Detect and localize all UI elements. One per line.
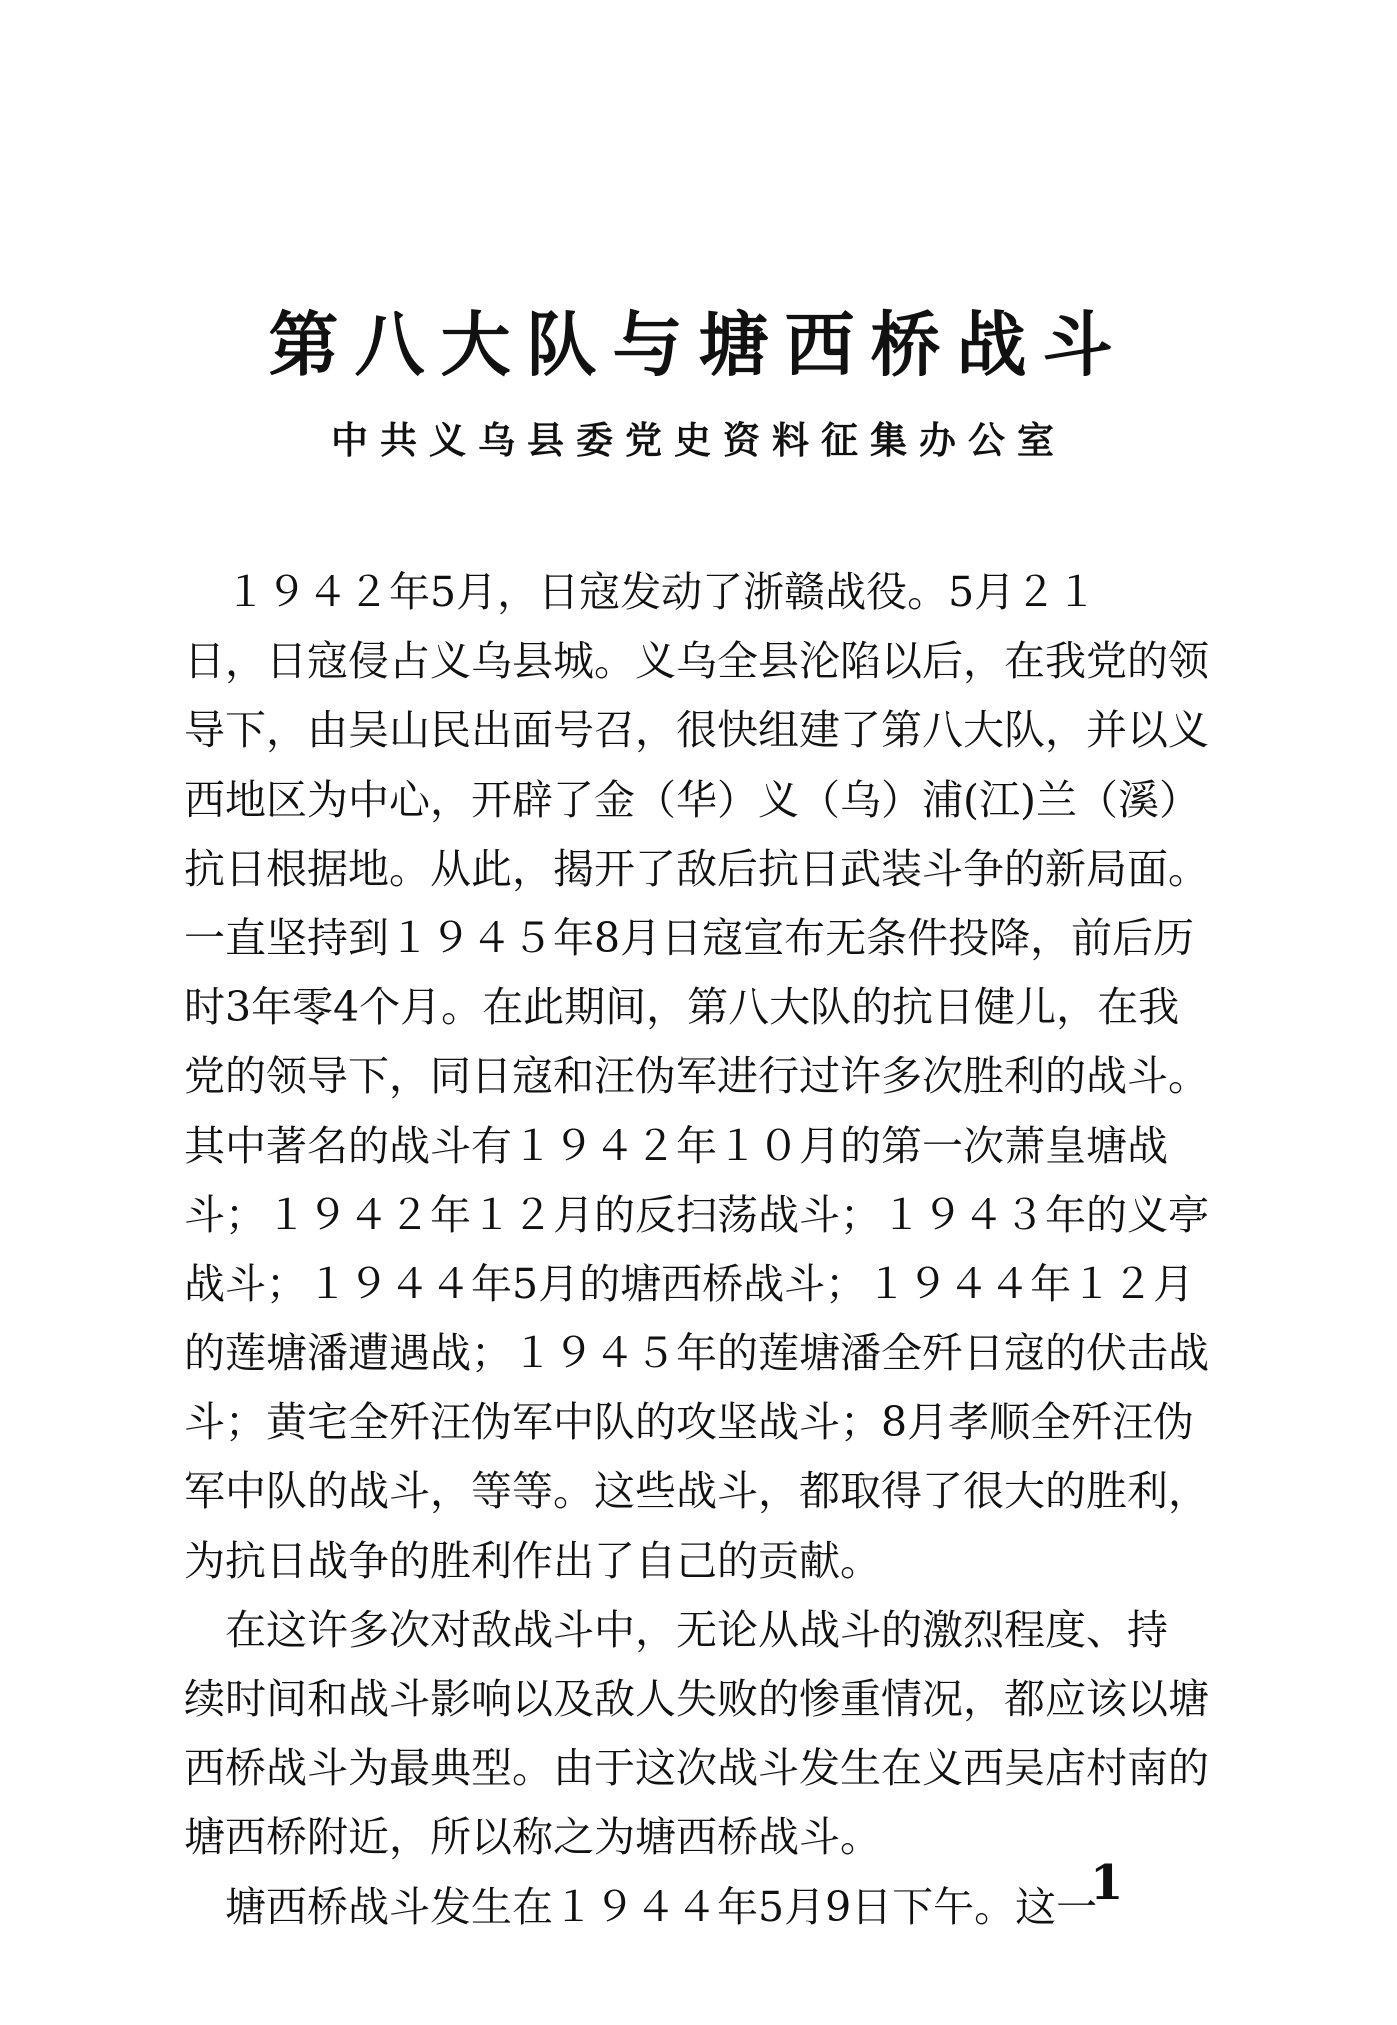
text-line: 导下，由吴山民出面号召，很快组建了第八大队，并以义 (184, 706, 1209, 755)
page-number: 1 (1090, 1855, 1124, 1911)
text-line: 党的领导下，同日寇和汪伪军进行过许多次胜利的战斗。 (184, 1052, 1209, 1101)
text-line: 其中著名的战斗有１９４２年１０月的第一次萧皇塘战 (184, 1121, 1168, 1170)
text-line: 抗日根据地。从此，揭开了敌后抗日武装斗争的新局面。 (184, 844, 1209, 893)
article-author: 中共义乌县委党史资料征集办公室 (331, 418, 1066, 462)
text-line: 西桥战斗为最典型。由于这次战斗发生在义西吴店村南的 (184, 1744, 1209, 1793)
text-line: 一直坚持到１９４５年8月日寇宣布无条件投降，前后历 (184, 913, 1195, 962)
text-line: 斗；１９４２年１２月的反扫荡战斗；１９４３年的义亭 (184, 1190, 1209, 1239)
text-line: 塘西桥战斗发生在１９４４年5月9日下午。这一 (184, 1882, 1098, 1931)
text-line: 西地区为中心，开辟了金（华）义（乌）浦(江)兰（溪） (184, 775, 1200, 824)
article-body (184, 558, 1224, 1942)
text-line: 斗；黄宅全歼汪伪军中队的攻坚战斗；8月孝顺全歼汪伪 (184, 1398, 1195, 1447)
text-line: 续时间和战斗影响以及敌人失败的惨重情况，都应该以塘 (184, 1675, 1209, 1723)
article-title: 第八大队与塘西桥战斗 (268, 303, 1129, 386)
text-line: 为抗日战争的胜利作出了自己的贡献。 (184, 1536, 881, 1585)
text-line: 时3年零4个月。在此期间，第八大队的抗日健儿，在我 (184, 983, 1180, 1032)
text-line: 军中队的战斗，等等。这些战斗，都取得了很大的胜利， (184, 1467, 1209, 1516)
text-line: 战斗；１９４４年5月的塘西桥战斗；１９４４年１２月 (184, 1259, 1195, 1308)
text-line: 在这许多次对敌战斗中，无论从战斗的激烈程度、持 (184, 1605, 1168, 1654)
text-line: 日，日寇侵占义乌县城。义乌全县沦陷以后，在我党的领 (184, 637, 1209, 686)
text-line: 的莲塘潘遭遇战；１９４５年的莲塘潘全歼日寇的伏击战 (184, 1329, 1209, 1378)
text-line: 塘西桥附近，所以称之为塘西桥战斗。 (184, 1813, 881, 1862)
text-line: １９４２年5月，日寇发动了浙赣战役。5月２１ (184, 568, 1098, 616)
